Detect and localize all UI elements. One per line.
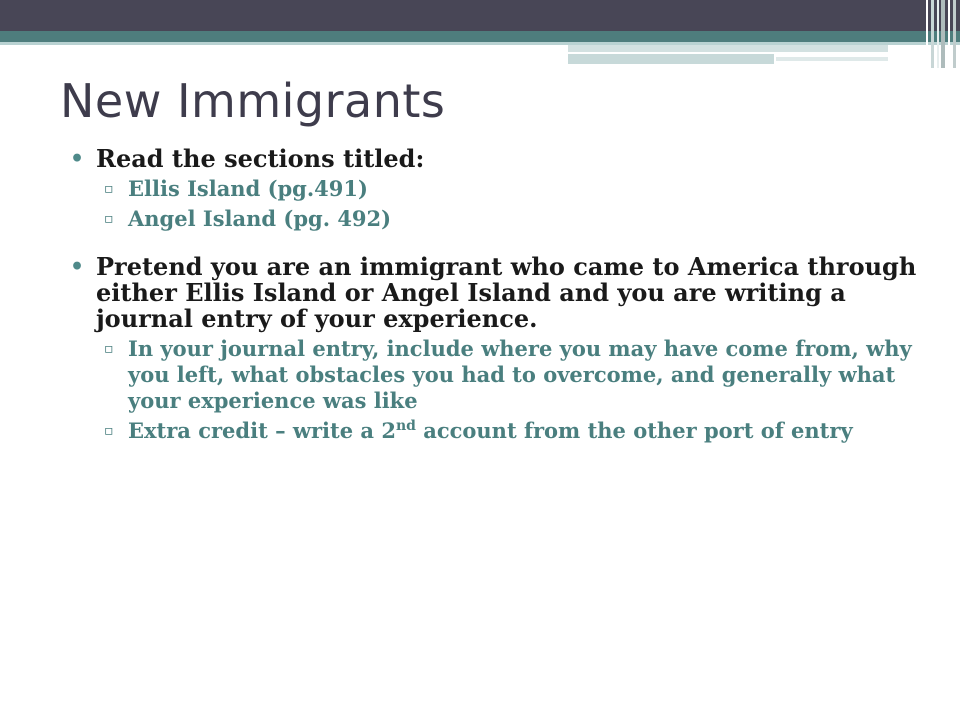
bullet-item <box>70 254 930 332</box>
decor-stripe <box>568 45 888 52</box>
decor-stripe <box>776 57 888 61</box>
bullet-icon: • <box>70 254 85 280</box>
sub-bullet-text: In your journal entry, include where you may have come from, why you left, what obstacles you had to overcome, and generally what your experience was like <box>128 336 912 413</box>
header-teal-bar <box>0 31 960 42</box>
bullet-icon: • <box>70 146 85 172</box>
decor-vertical-line <box>937 0 939 68</box>
decor-vertical-line <box>931 0 934 68</box>
ordinal-superscript: nd <box>395 418 416 434</box>
bullet-text: Read the sections titled: <box>96 144 425 173</box>
slide-title: New Immigrants <box>60 74 446 128</box>
sub-bullet-text: Ellis Island (pg.491) <box>128 176 368 201</box>
bullet-item <box>70 146 930 172</box>
sub-bullet-text-part: Extra credit – write a 2 <box>128 418 396 443</box>
sub-bullet-item <box>70 206 930 232</box>
slide-content <box>70 146 930 444</box>
decor-stripe <box>568 54 774 64</box>
sub-bullet-text: Angel Island (pg. 492) <box>128 206 392 231</box>
sub-bullet-item <box>70 176 930 202</box>
header-dark-bar <box>0 0 960 31</box>
sub-bullet-icon: ▫ <box>104 423 114 439</box>
sub-bullet-icon: ▫ <box>104 341 114 357</box>
decor-vertical-line <box>948 0 950 68</box>
decor-vertical-line <box>926 0 928 68</box>
decor-vertical-line <box>941 0 945 68</box>
sub-bullet-text-part: account from the other port of entry <box>415 418 853 443</box>
sub-bullet-item <box>70 418 930 444</box>
sub-bullet-icon: ▫ <box>104 181 114 197</box>
sub-bullet-item <box>70 336 930 414</box>
bullet-text: Pretend you are an immigrant who came to America through either Ellis Island or Angel Island and you are writing a journal entry of your experience. <box>96 252 917 333</box>
sub-bullet-icon: ▫ <box>104 211 114 227</box>
decor-vertical-line <box>953 0 956 68</box>
